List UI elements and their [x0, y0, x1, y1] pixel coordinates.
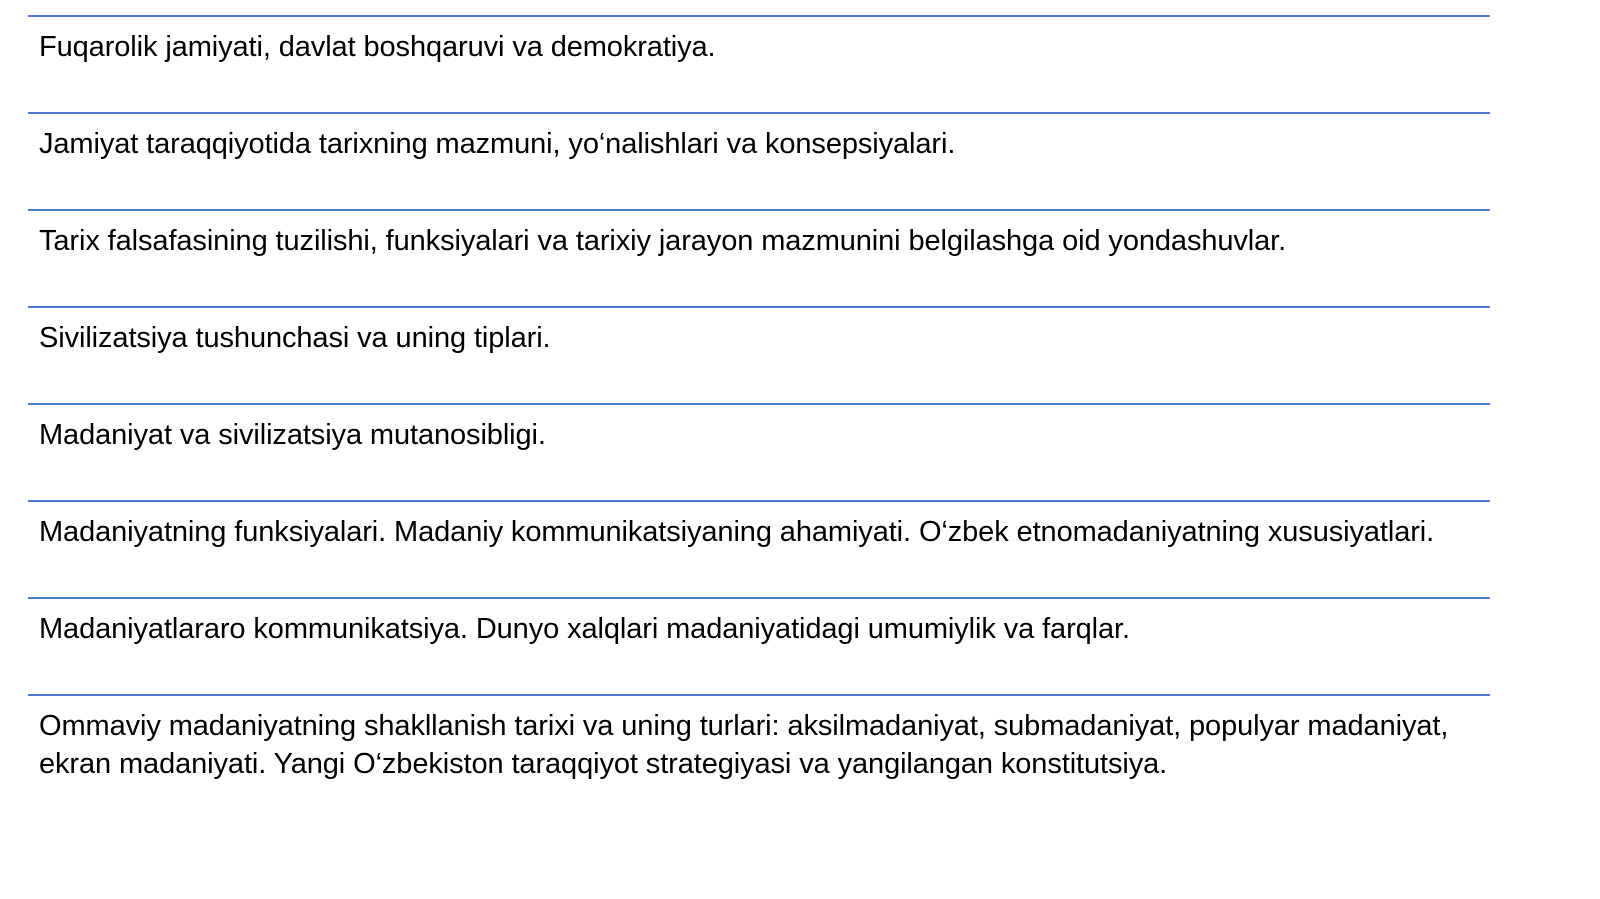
topic-text: Jamiyat taraqqiyotida tarixning mazmuni, yo‘nalishlari va konsepsiyalari.	[39, 128, 956, 160]
topic-text: Fuqarolik jamiyati, davlat boshqaruvi va demokratiya.	[39, 31, 716, 63]
topic-text: Tarix falsafasining tuzilishi, funksiyalari va tarixiy jarayon mazmunini belgilashga oid yondashuvlar.	[39, 225, 1287, 257]
table-row	[28, 15, 1490, 112]
topic-text: Madaniyatning funksiyalari. Madaniy kommunikatsiyaning ahamiyati. O‘zbek etnomadaniyatning xususiyatlari.	[39, 516, 1435, 548]
table-row	[28, 403, 1490, 500]
topic-text: Madaniyat va sivilizatsiya mutanosibligi.	[39, 419, 546, 451]
topic-text: Ommaviy madaniyatning shakllanish tarixi va uning turlari: aksilmadaniyat, submadaniyat, populyar madaniyat, ekran madaniyati. Yangi O‘zbekiston taraqqiyot strategiyasi va yangilangan konstitutsiya.	[39, 710, 1449, 780]
topic-text: Sivilizatsiya tushunchasi va uning tiplari.	[39, 322, 551, 354]
table-row	[28, 112, 1490, 209]
topic-table	[28, 15, 1490, 814]
table-row	[28, 306, 1490, 403]
table-row	[28, 209, 1490, 306]
table-row	[28, 597, 1490, 694]
table-row	[28, 500, 1490, 597]
topic-text: Madaniyatlararo kommunikatsiya. Dunyo xalqlari madaniyatidagi umumiylik va farqlar.	[39, 613, 1130, 645]
table-row	[28, 694, 1490, 814]
